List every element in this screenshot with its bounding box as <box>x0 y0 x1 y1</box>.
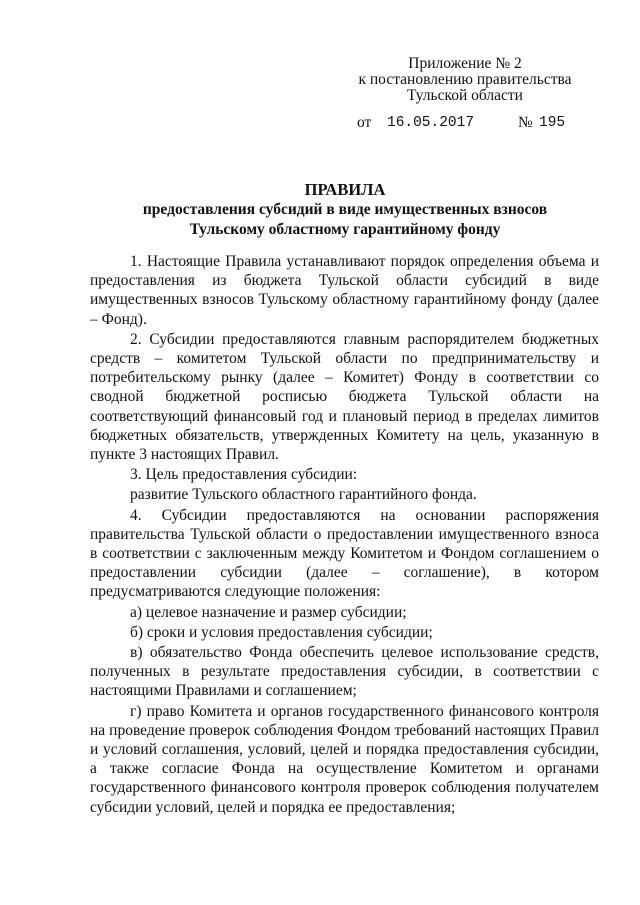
paragraph-1: 1. Настоящие Правила устанавливают порядок определения объема и предоставления из бюджета Тульской области субсидий в виде имущественных взносов Тульскому областному гарантийному фонду (далее – Фонд). <box>90 253 599 328</box>
paragraph-4-c: в) обязательство Фонда обеспечить целевое использование средств, полученных в результате предоставления субсидии, в соответствии с настоящими Правилами и соглашением; <box>90 644 599 700</box>
paragraph-3: 3. Цель предоставления субсидии: <box>130 466 358 484</box>
date-prefix: от <box>357 114 372 131</box>
document-body <box>90 252 599 817</box>
paragraph-3-item: развитие Тульского областного гарантийного фонда. <box>130 486 477 504</box>
appendix-line-3: Тульской области <box>407 87 523 104</box>
appendix-line-1: Приложение № 2 <box>408 55 522 72</box>
document-date: 16.05.2017 <box>387 115 475 131</box>
document-subtitle-line-2: Тульскому областному гарантийному фонду <box>189 221 501 238</box>
paragraph-4-b: б) сроки и условия предоставления субсидии; <box>130 623 433 641</box>
paragraph-4-a: а) целевое назначение и размер субсидии; <box>130 603 407 621</box>
paragraph-4: 4. Субсидии предоставляются на основании распоряжения правительства Тульской области о предоставлении имущественного взноса в соответствии с заключенным между Комитетом и Фондом соглашением о предоставлении субсидии (далее – соглашение), в котором предусматриваются следующие положения: <box>90 506 599 601</box>
paragraph-2: 2. Субсидии предоставляются главным распорядителем бюджетных средств – комитетом Тульской области по предпринимательству и потребительскому рынку (далее – Комитет) Фонду в соответствии со сводной бюджетной росписью бюджета Тульской области на соответствующий финансовый год и плановый период в пределах лимитов бюджетных обязательств, утвержденных Комитету на цель, указанную в пункте 3 настоящих Правил. <box>90 330 599 464</box>
document-subtitle-line-1: предоставления субсидий в виде имущественных взносов <box>142 201 548 218</box>
document-number: 195 <box>539 115 566 131</box>
title-block <box>90 180 600 240</box>
document-title: ПРАВИЛА <box>304 180 386 199</box>
number-prefix: № <box>518 114 533 131</box>
appendix-line-2: к постановлению правительства <box>358 71 572 88</box>
paragraph-4-d: г) право Комитета и органов государственного финансового контроля на проведение проверок соблюдения Фондом требований настоящих Правил и условий соглашения, условий, целей и порядка предоставления субсидии, а также согласие Фонда на осуществление Комитетом и органами государственного финансового контроля проверок соблюдения получателем субсидии условий, целей и порядка ее предоставления; <box>90 702 599 816</box>
appendix-header <box>350 56 580 104</box>
